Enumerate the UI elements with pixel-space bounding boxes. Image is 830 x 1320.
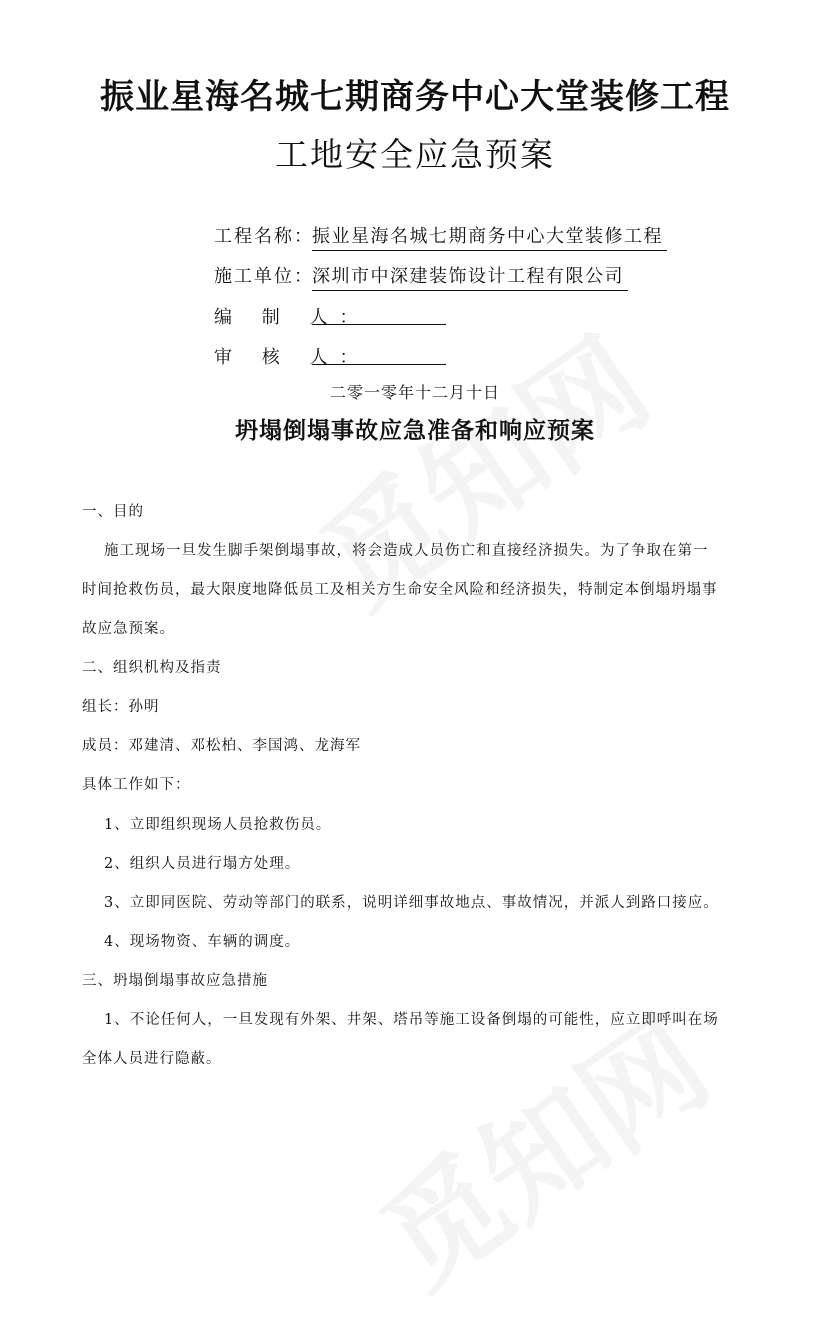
- document-title-line1: 振业星海名城七期商务中心大堂装修工程: [100, 77, 730, 117]
- section-3-item-line: 全体人员进行隐蔽。: [82, 1051, 222, 1067]
- contractor-label: 施工单位：: [214, 266, 314, 287]
- section-2-heading: 二、组织机构及指责: [82, 660, 222, 676]
- section-1-paragraph-line: 施工现场一旦发生脚手架倒塌事故，将会造成人员伤亡和直接经济损失。为了争取在第一: [104, 543, 709, 559]
- work-intro: 具体工作如下：: [82, 777, 191, 793]
- reviewer-blank-field: [312, 342, 446, 365]
- contractor-value: 深圳市中深建装饰设计工程有限公司: [312, 264, 628, 291]
- document-title-line2: 工地安全应急预案: [275, 135, 555, 174]
- plan-title: 坍塌倒塌事故应急准备和响应预案: [235, 418, 595, 444]
- section-3-heading: 三、坍塌倒塌事故应急措施: [82, 973, 268, 989]
- section-1-paragraph-line: 故应急预案。: [82, 621, 175, 637]
- section-1-heading: 一、目的: [82, 504, 144, 520]
- info-contractor: [214, 262, 628, 292]
- section-1-paragraph-line: 时间抢救伤员，最大限度地降低员工及相关方生命安全风险和经济损失，特制定本倒塌坍塌事: [82, 582, 718, 598]
- task-item: 3、立即同医院、劳动等部门的联系，说明详细事故地点、事故情况，并派人到路口接应。: [104, 895, 719, 911]
- info-reviewer: [214, 342, 446, 372]
- task-item: 1、立即组织现场人员抢救伤员。: [104, 817, 332, 833]
- info-project: [214, 222, 667, 252]
- members-line: 成员：邓建清、邓松柏、李国鸿、龙海军: [82, 738, 361, 754]
- author-label: 编 制 人：: [214, 307, 370, 328]
- project-value: 振业星海名城七期商务中心大堂装修工程: [312, 224, 667, 251]
- info-author: [214, 302, 446, 332]
- project-label: 工程名称：: [214, 226, 314, 247]
- author-blank-field: [312, 302, 446, 325]
- reviewer-label: 审 核 人：: [214, 347, 370, 368]
- leader-line: 组长：孙明: [82, 699, 160, 715]
- section-3-item-line: 1、不论任何人，一旦发现有外架、井架、塔吊等施工设备倒塌的可能性，应立即呼叫在场: [104, 1012, 719, 1028]
- task-item: 2、组织人员进行塌方处理。: [104, 856, 301, 872]
- task-item: 4、现场物资、车辆的调度。: [104, 934, 301, 950]
- document-date: 二零一零年十二月十日: [329, 383, 500, 402]
